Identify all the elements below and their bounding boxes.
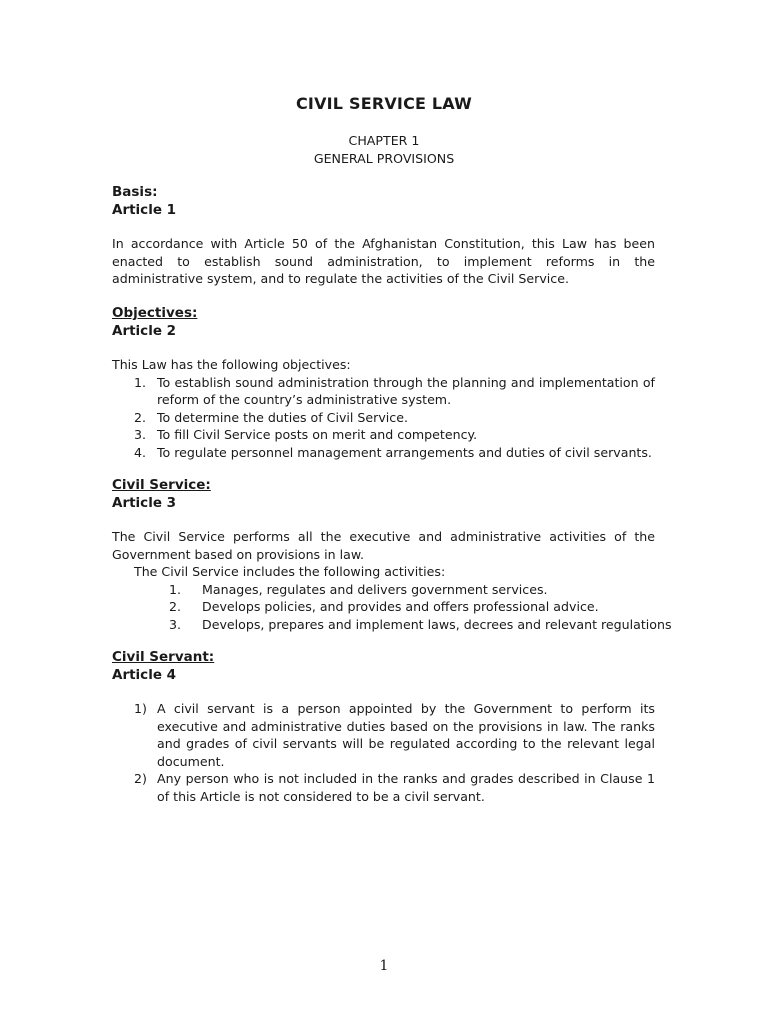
article-2-label: Article 2 xyxy=(112,323,177,339)
list-item-number: 2) xyxy=(134,771,147,786)
chapter-title: GENERAL PROVISIONS xyxy=(313,151,455,166)
list-item-number: 1. xyxy=(134,374,147,390)
article-2-list xyxy=(112,374,655,462)
list-item xyxy=(112,700,655,770)
list-item-text: To establish sound administration through the planning and implementation of reform of the country’s administrative system. xyxy=(157,374,655,407)
list-item-text: Develops, prepares and implement laws, decrees and relevant regulations xyxy=(202,616,672,632)
list-item xyxy=(112,598,655,616)
article-4-label: Article 4 xyxy=(112,667,177,683)
list-item xyxy=(112,770,655,805)
list-item xyxy=(112,581,655,599)
list-item-text: Develops policies, and provides and offers professional advice. xyxy=(202,599,599,614)
list-item-text: A civil servant is a person appointed by the Government to perform its executive and administrative duties based on the provisions in law. The ranks and grades of civil servants will be regulated according to the relevant legal document. xyxy=(157,701,655,769)
article-2-intro: This Law has the following objectives: xyxy=(112,357,351,372)
list-item xyxy=(112,444,655,462)
article-1-label: Article 1 xyxy=(112,202,177,218)
list-item-number: 2. xyxy=(169,599,182,614)
list-item-number: 1. xyxy=(169,581,182,597)
list-item-text: To regulate personnel management arrangements and duties of civil servants. xyxy=(157,444,652,460)
list-item xyxy=(112,374,655,409)
list-item-number: 3. xyxy=(169,616,182,632)
article-4-section-label: Civil Servant: xyxy=(112,649,215,665)
list-item-text: Any person who is not included in the ranks and grades described in Clause 1 of this Article is not considered to be a civil servant. xyxy=(157,771,655,804)
article-2-section-label: Objectives: xyxy=(112,305,198,321)
article-4-list xyxy=(112,700,655,805)
article-3-section xyxy=(112,476,672,633)
list-item-number: 3. xyxy=(134,427,147,442)
list-item xyxy=(112,426,655,444)
list-item-number: 2. xyxy=(134,409,147,425)
article-3-intro: The Civil Service includes the following activities: xyxy=(134,564,446,579)
article-3-list xyxy=(112,581,672,634)
chapter-number: CHAPTER 1 xyxy=(348,133,420,148)
list-item xyxy=(112,616,672,634)
article-3-label: Article 3 xyxy=(112,495,177,511)
list-item-text: To determine the duties of Civil Service. xyxy=(157,409,408,425)
article-2-section xyxy=(112,304,655,461)
article-3-text: The Civil Service performs all the executive and administrative activities of the Government based on provisions in law. xyxy=(112,529,655,562)
article-3-section-label: Civil Service: xyxy=(112,477,211,493)
article-1-section xyxy=(112,183,655,288)
page-number: 1 xyxy=(379,958,389,974)
list-item xyxy=(112,409,655,427)
list-item-text: To fill Civil Service posts on merit and competency. xyxy=(157,427,478,442)
article-1-text: In accordance with Article 50 of the Afghanistan Constitution, this Law has been enacted to establish sound administration, to implement reforms in the administrative system, and to regulate the activities of the Civil Service. xyxy=(112,236,655,286)
list-item-text: Manages, regulates and delivers government services. xyxy=(202,581,548,597)
article-4-section xyxy=(112,648,655,805)
list-item-number: 4. xyxy=(134,444,147,460)
article-1-section-label: Basis: xyxy=(112,184,158,200)
document-title: CIVIL SERVICE LAW xyxy=(295,94,473,113)
list-item-number: 1) xyxy=(134,701,147,716)
